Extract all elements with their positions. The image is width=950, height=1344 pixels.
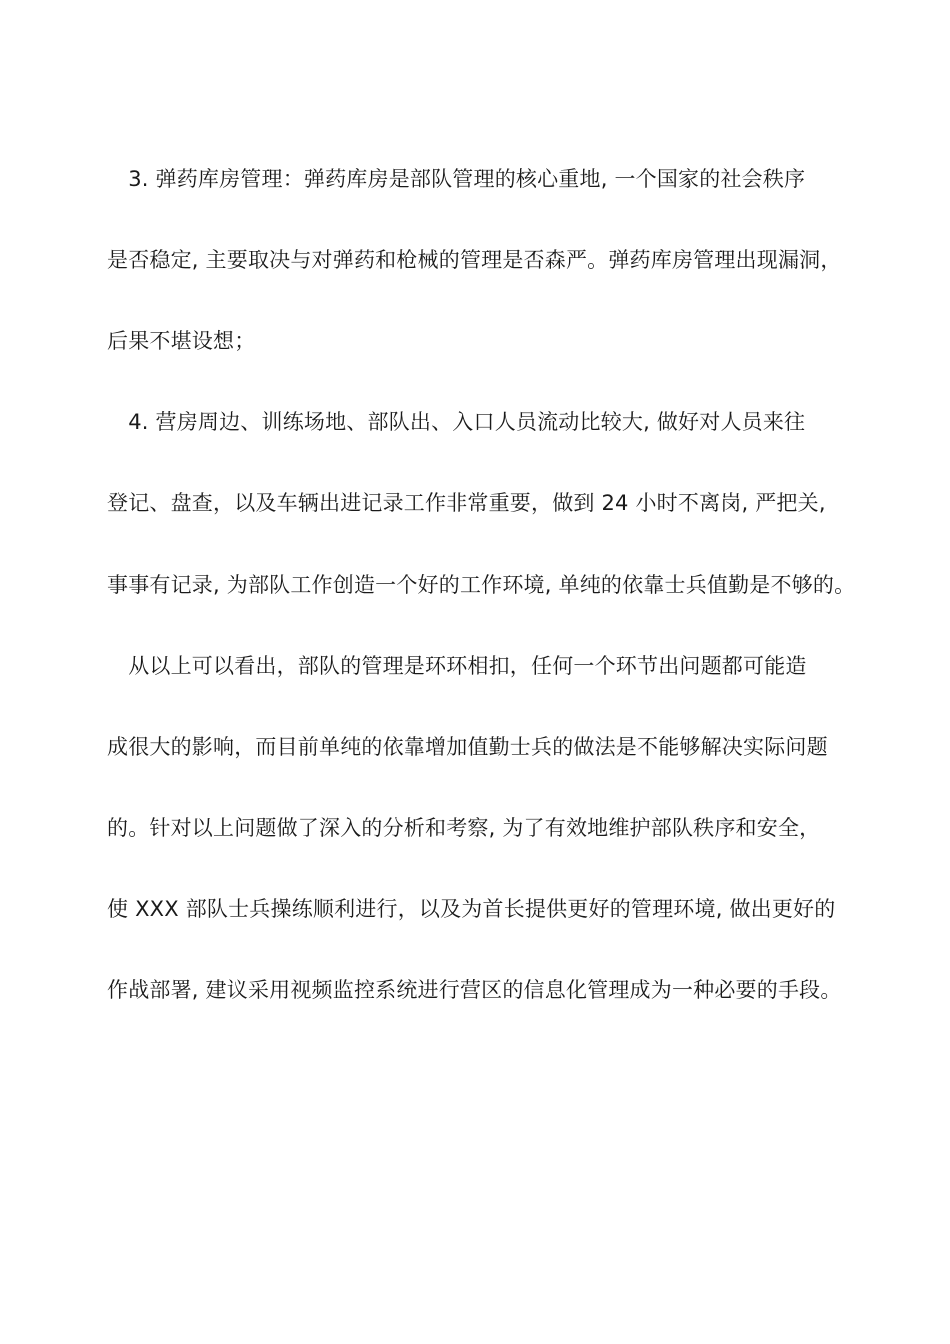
paragraph-3-line-4: 使 XXX 部队士兵操练顺利进行，以及为首长提供更好的管理环境, 做出更好的 <box>107 897 836 921</box>
paragraph-3-line-1: 从以上可以看出，部队的管理是环环相扣，任何一个环节出问题都可能造 <box>107 654 807 678</box>
paragraph-2-line-1: 4. 营房周边、训练场地、部队出、入口人员流动比较大, 做好对人员来往 <box>107 410 806 434</box>
paragraph-3-line-3: 的。针对以上问题做了深入的分析和考察, 为了有效地维护部队秩序和安全， <box>107 816 821 840</box>
paragraph-3-line-5: 作战部署, 建议采用视频监控系统进行营区的信息化管理成为一种必要的手段。 <box>107 978 842 1002</box>
paragraph-3-line-2: 成很大的影响，而目前单纯的依靠增加值勤士兵的做法是不能够解决实际问题 <box>107 735 828 759</box>
paragraph-2-line-2: 登记、盘查，以及车辆出进记录工作非常重要，做到 24 小时不离岗, 严把关, <box>107 491 826 515</box>
paragraph-2-line-3: 事事有记录, 为部队工作创造一个好的工作环境, 单纯的依靠士兵值勤是不够的。 <box>107 573 856 597</box>
paragraph-1-line-1: 3. 弹药库房管理：弹药库房是部队管理的核心重地, 一个国家的社会秩序 <box>107 167 806 191</box>
paragraph-1-line-3: 后果不堪设想； <box>107 329 256 353</box>
paragraph-1-line-2: 是否稳定, 主要取决与对弹药和枪械的管理是否森严。弹药库房管理出现漏洞， <box>107 248 842 272</box>
